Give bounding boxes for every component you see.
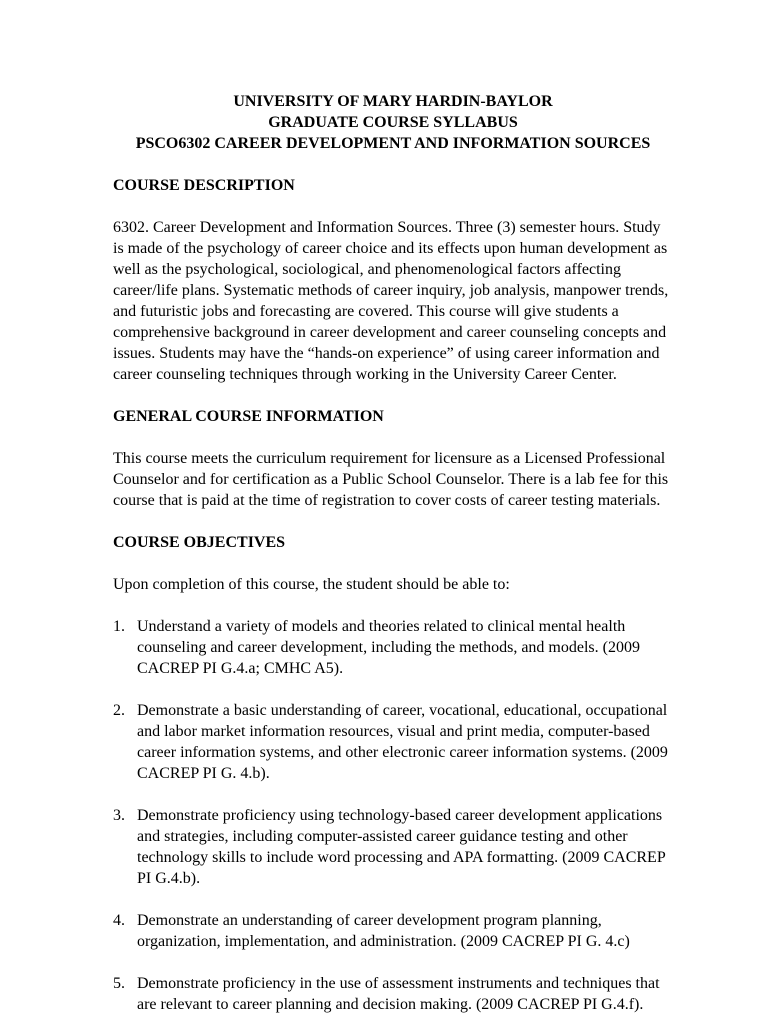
syllabus-page (113, 91, 673, 1036)
objective-number: 1. (113, 618, 125, 635)
objective-text: Demonstrate proficiency in the use of assessment instruments and techniques that are relevant to career planning and decision making. (2009 CACREP PI G.4.f). (137, 975, 660, 1013)
university-name: UNIVERSITY OF MARY HARDIN-BAYLOR (233, 93, 553, 110)
objective-text: Demonstrate a basic understanding of career, vocational, educational, occupational and labor market information resources, visual and print media, computer-based career information systems, and other electronic career information systems. (2009 CACREP PI G. 4.b). (137, 702, 668, 782)
general-course-information-text: This course meets the curriculum requirement for licensure as a Licensed Professional Counselor and for certification as a Public School Counselor. There is a lab fee for this course that is paid at the time of registration to cover costs of career testing materials. (113, 450, 669, 509)
syllabus-type: GRADUATE COURSE SYLLABUS (268, 114, 518, 131)
objective-item (113, 910, 673, 952)
objectives-list (113, 616, 673, 1015)
objective-text: Understand a variety of models and theories related to clinical mental health counseling and career development, including the methods, and models. (2009 CACREP PI G.4.a; CMHC A5). (137, 618, 640, 677)
course-objectives-heading: COURSE OBJECTIVES (113, 534, 286, 551)
objective-number: 3. (113, 807, 125, 824)
objective-item (113, 700, 673, 784)
objective-item (113, 616, 673, 679)
general-course-information-heading: GENERAL COURSE INFORMATION (113, 408, 384, 425)
objective-text: Demonstrate an understanding of career development program planning, organization, implementation, and administration. (2009 CACREP PI G. 4.c) (137, 912, 630, 950)
course-objectives-intro: Upon completion of this course, the student should be able to: (113, 576, 510, 593)
objective-number: 2. (113, 702, 125, 719)
objective-number: 4. (113, 912, 125, 929)
objective-number: 5. (113, 975, 125, 992)
course-description-text: 6302. Career Development and Information Sources. Three (3) semester hours. Study is made of the psychology of career choice and its effects upon human development as well as the psychological, sociological, and phenomenological factors affecting career/life plans. Systematic methods of career inquiry, job analysis, manpower trends, and futuristic jobs and forecasting are covered. This course will give students a comprehensive background in career development and career counseling concepts and issues. Students may have the “hands-on experience” of using career information and career counseling techniques through working in the University Career Center. (113, 219, 669, 383)
course-description-heading: COURSE DESCRIPTION (113, 177, 295, 194)
objective-text: Demonstrate proficiency using technology-based career development applications and strategies, including computer-assisted career guidance testing and other technology skills to include word processing and APA formatting. (2009 CACREP PI G.4.b). (137, 807, 666, 887)
document-title-block (113, 91, 673, 154)
objective-item (113, 805, 673, 889)
course-title: PSCO6302 CAREER DEVELOPMENT AND INFORMATION SOURCES (135, 135, 651, 152)
objective-item (113, 973, 673, 1015)
